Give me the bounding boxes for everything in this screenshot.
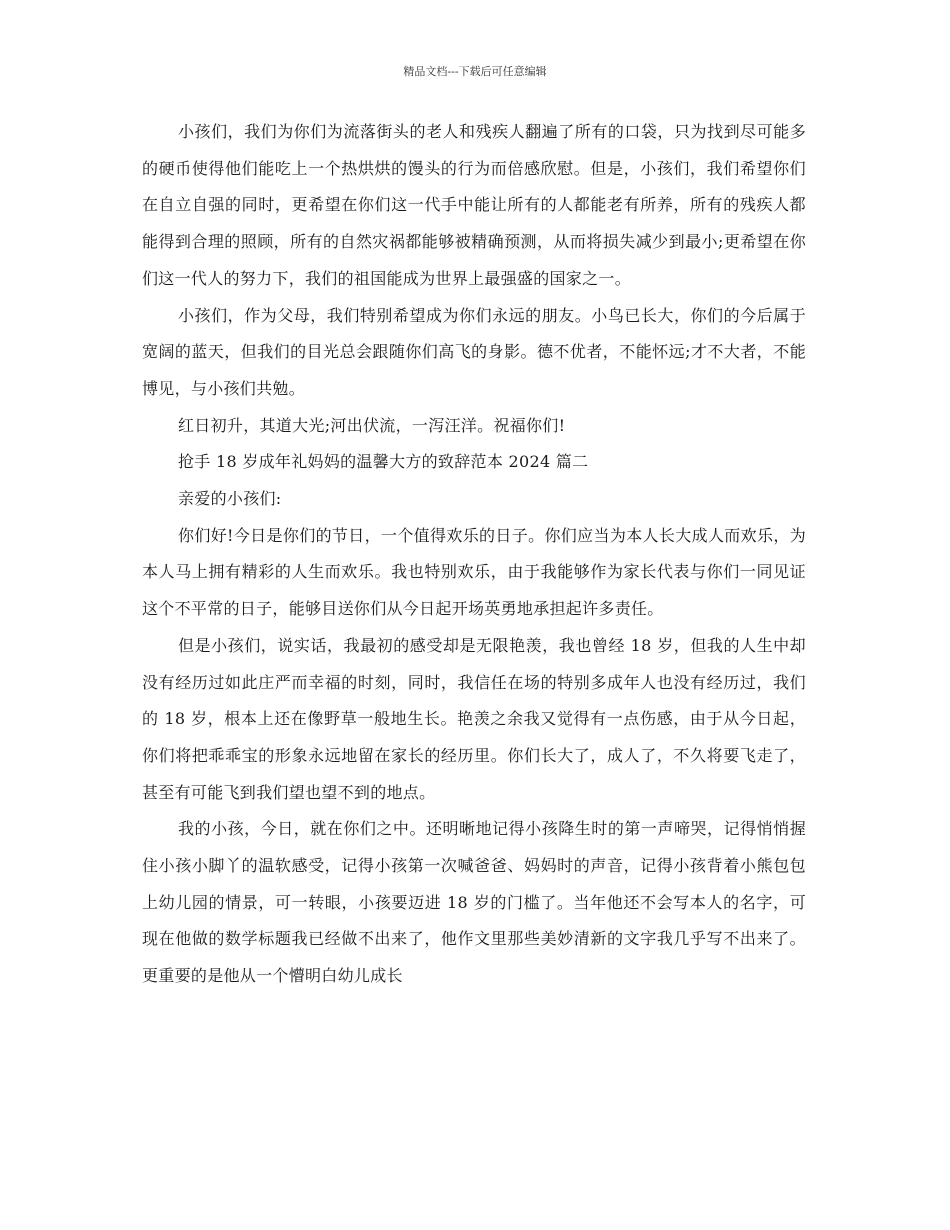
- paragraph: 红日初升，其道大光;河出伏流，一泻汪洋。祝福你们!: [178, 415, 566, 435]
- page-header: 精品文档---下载后可任意编辑: [403, 65, 547, 78]
- document-body: [142, 114, 806, 995]
- paragraph: 你们好!今日是你们的节日，一个值得欢乐的日子。你们应当为本人长大成人而欢乐，为本人马上拥有精彩的人生而欢乐。我也特别欢乐，由于我能够作为家长代表与你们一同见证这个不平常的日子，能够目送你们从今日起开场英勇地承担起许多责任。: [142, 525, 806, 619]
- paragraph: 但是小孩们，说实话，我最初的感受却是无限艳羡，我也曾经 18 岁，但我的人生中却没有经历过如此庄严而幸福的时刻，同时，我信任在场的特别多成年人也没有经历过，我们的 18 岁，根本上还在像野草一般地生长。艳羡之余我又觉得有一点伤感，由于从今日起，你们将把乖乖宝的形象永远地留在家长的经历里。你们长大了，成人了，不久将要飞走了，甚至有可能飞到我们望也望不到的地点。: [142, 635, 806, 802]
- paragraph: 小孩们，作为父母，我们特别希望成为你们永远的朋友。小鸟已长大，你们的今后属于宽阔的蓝天，但我们的目光总会跟随你们高飞的身影。德不优者，不能怀远;才不大者，不能博见，与小孩们共勉。: [142, 305, 806, 398]
- paragraph: 小孩们，我们为你们为流落街头的老人和残疾人翻遍了所有的口袋，只为找到尽可能多的硬币使得他们能吃上一个热烘烘的馒头的行为而倍感欣慰。但是，小孩们，我们希望你们在自立自强的同时，更希望在你们这一代手中能让所有的人都能老有所养，所有的残疾人都能得到合理的照顾，所有的自然灾祸都能够被精确预测，从而将损失减少到最小;更希望在你们这一代人的努力下，我们的祖国能成为世界上最强盛的国家之一。: [142, 122, 806, 288]
- section-title: 抢手 18 岁成年礼妈妈的温馨大方的致辞范本 2024 篇二: [178, 452, 589, 472]
- paragraph: 我的小孩，今日，就在你们之中。还明晰地记得小孩降生时的第一声啼哭，记得悄悄握住小孩小脚丫的温软感受，记得小孩第一次喊爸爸、妈妈时的声音，记得小孩背着小熊包包上幼儿园的情景，可一转眼，小孩要迈进 18 岁的门槛了。当年他还不会写本人的名字，可现在他做的数学标题我已经做不出来了，他作文里那些美妙清新的文字我几乎写不出来了。更重要的是他从一个懵明白幼儿成长: [142, 819, 806, 986]
- salutation: 亲爱的小孩们:: [178, 489, 282, 509]
